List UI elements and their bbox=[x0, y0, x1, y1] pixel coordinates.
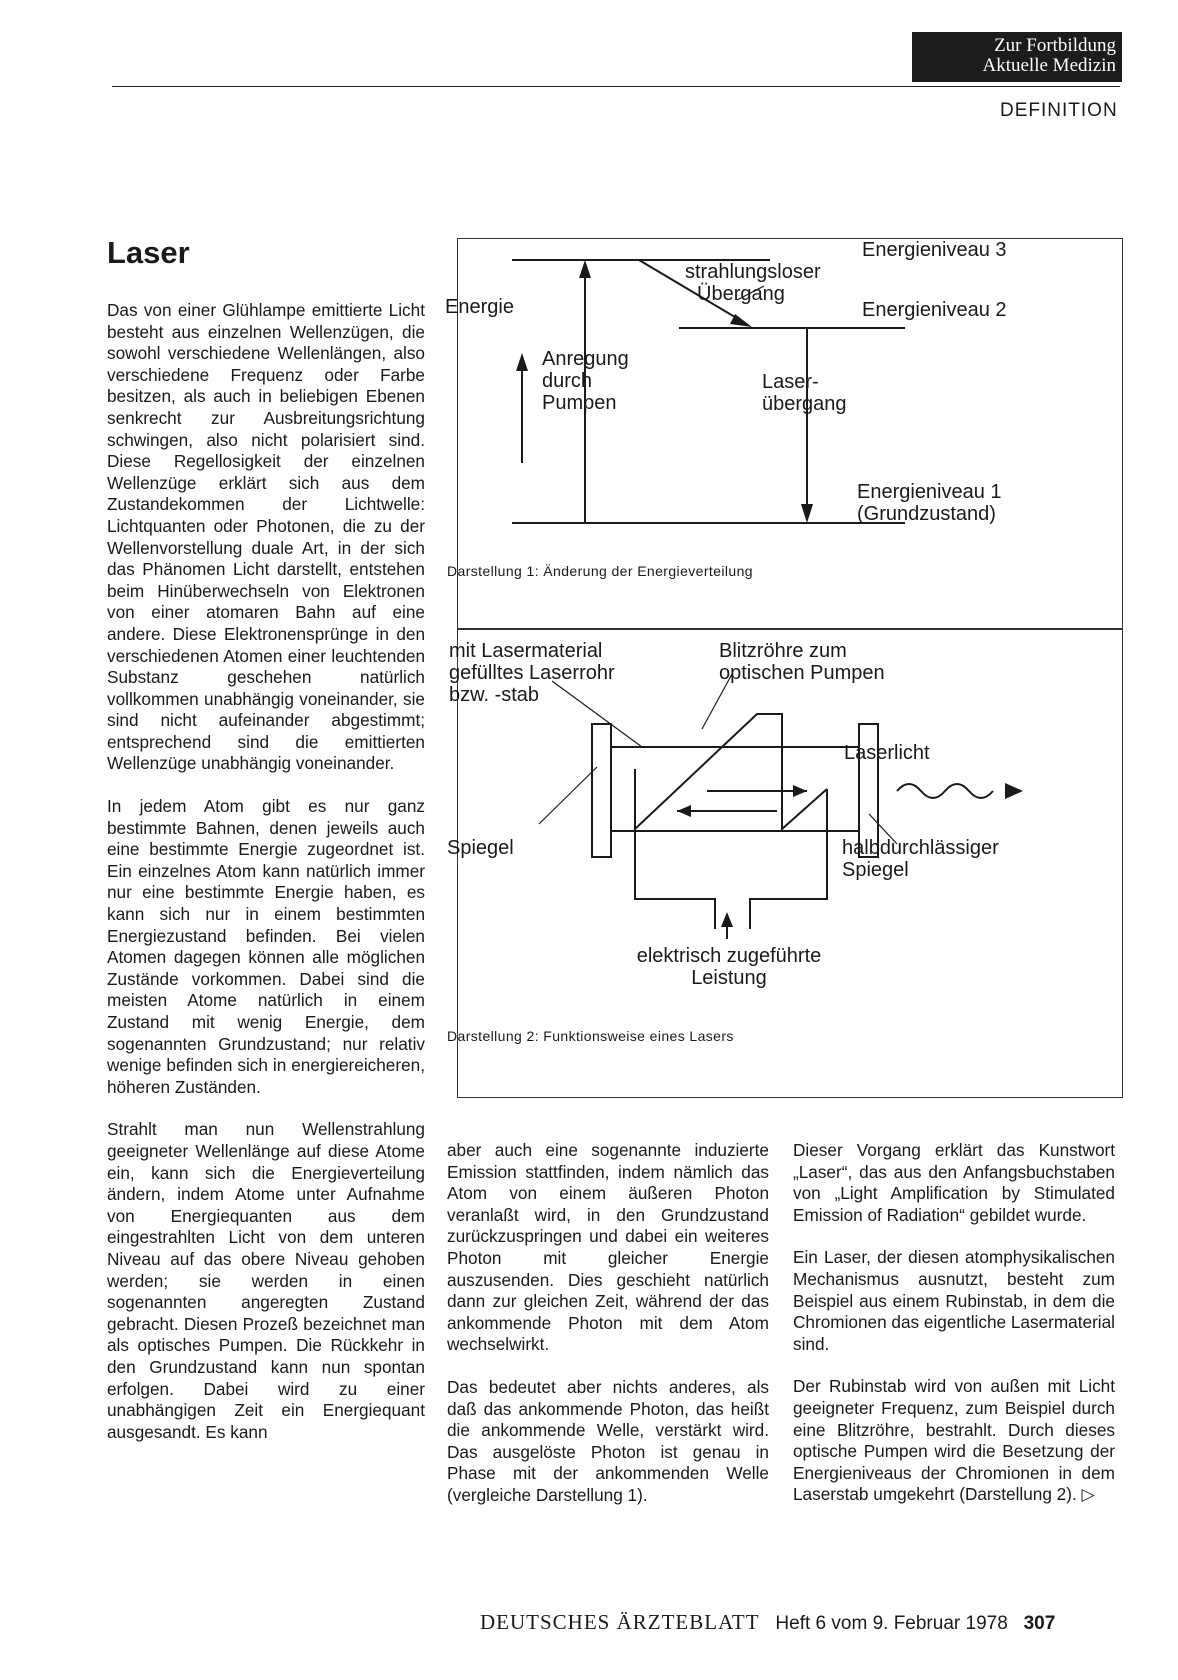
laser-label-2: übergang bbox=[762, 393, 847, 415]
semi-mirror-label-1: halbdurchlässiger bbox=[842, 837, 999, 859]
laser-setup-diagram bbox=[447, 629, 1123, 1097]
beam-right-arrowhead bbox=[677, 805, 691, 817]
laser-rod bbox=[611, 747, 859, 831]
paragraph: Das von einer Glühlampe emittierte Licht besteht aus einzelnen Wellenzügen, die sowohl verschiedene Wellenlängen, also verschiedene Frequenz oder Farbe besitzen, als auch in beliebigen Ebenen senkrecht zur Ausbreitungsrichtung schwingen, also nicht polarisiert sind. Diese Regellosigkeit der einzelnen Wellenzüge erklärt sich aus dem Zustandekommen der Lichtwelle: Lichtquanten oder Photonen, die zu der Wellenvorstellung duale Art, in der sich das Phänomen Licht darstellt, entstehen beim Hinüberwechseln von Elektronen von einer atomaren Bahn auf eine andere. Diese Elektronensprünge in den verschiedenen Atomen einer leuchtenden Substanz geschehen natürlich vollkommen unabhängig voneinander, sie sind nicht aufeinander abgestimmt; entsprechend sind die emittierten Wellenzüge unabhängig voneinander. bbox=[107, 300, 425, 774]
text-column-2 bbox=[447, 1140, 769, 1528]
rod-label-3: bzw. -stab bbox=[449, 684, 540, 706]
level-1-label: Energieniveau 1 bbox=[857, 481, 1002, 503]
laser-light-wave bbox=[897, 784, 993, 798]
power-arrowhead bbox=[721, 912, 733, 927]
pump-label-2: durch bbox=[542, 370, 593, 392]
paragraph: Ein Laser, der diesen atomphysikalischen Mechanismus ausnutzt, besteht zum Beispiel aus einem Rubinstab, in dem die Chromionen das eigentliche Lasermaterial sind. bbox=[793, 1247, 1115, 1354]
laserlight-label: Laserlicht bbox=[844, 742, 930, 764]
figure-1-caption: Darstellung 1: Änderung der Energieverteilung bbox=[447, 563, 753, 579]
article-title: Laser bbox=[107, 235, 190, 270]
laser-label-1: Laser- bbox=[762, 371, 819, 393]
rod-label-1: mit Lasermaterial bbox=[449, 640, 603, 662]
nonradiative-label-1: strahlungsloser bbox=[685, 261, 821, 283]
footer bbox=[480, 1610, 1055, 1635]
energy-level-diagram bbox=[445, 238, 1123, 628]
nonradiative-label-2: Übergang bbox=[697, 283, 785, 305]
mirror-label: Spiegel bbox=[447, 837, 514, 859]
paragraph: Der Rubinstab wird von außen mit Licht geeigneter Frequenz, zum Beispiel durch eine Blitzröhre, bestrahlt. Durch dieses optische Pumpen wird die Besetzung der Energieniveaus der Chromionen in dem Laserstab umgekehrt (Darstellung 2). ▷ bbox=[793, 1376, 1115, 1505]
level-2-label: Energieniveau 2 bbox=[862, 299, 1007, 321]
paragraph: aber auch eine sogenannte induzierte Emission stattfinden, indem nämlich das Atom von einem äußeren Photon veranlaßt wird, in den Grundzustand zurückzuspringen und dabei ein weiteres Photon mit gleicher Energie auszusenden. Dies geschieht natürlich dann zur gleichen Zeit, während der das ankommende Photon mit dem Atom wechselwirkt. bbox=[447, 1140, 769, 1355]
paragraph: In jedem Atom gibt es nur ganz bestimmte Bahnen, denen jeweils auch eine bestimmte Energie zugeordnet ist. Ein einzelnes Atom kann natürlich immer nur eine bestimmte Energie haben, es kann sich nur in einem bestimmten Energiezustand befinden. Bei vielen Atomen dagegen können alle möglichen Zustände vorkommen. Dabei sind die meisten Atome natürlich in einem Zustand mit wenig Energie, dem sogenannten Grundzustand; nur relativ wenige befinden sich in energiereicheren, höheren Zuständen. bbox=[107, 796, 425, 1097]
rod-pointer bbox=[552, 681, 642, 747]
journal-name: DEUTSCHES ÄRZTEBLATT bbox=[480, 1610, 760, 1634]
power-label-2: Leistung bbox=[691, 967, 767, 989]
energy-label: Energie bbox=[445, 296, 514, 318]
section-label: DEFINITION bbox=[1000, 100, 1118, 121]
energy-arrowhead bbox=[516, 353, 528, 371]
text-column-1 bbox=[107, 300, 425, 1464]
header-rule bbox=[112, 86, 1120, 87]
semi-mirror-label-2: Spiegel bbox=[842, 859, 909, 881]
beam-left-arrowhead bbox=[793, 785, 807, 797]
level-1-sublabel: (Grundzustand) bbox=[857, 503, 996, 525]
figure-2-caption: Darstellung 2: Funktionsweise eines Lasers bbox=[447, 1028, 734, 1044]
rod-label-2: gefülltes Laserrohr bbox=[449, 662, 615, 684]
pump-arrowhead bbox=[579, 260, 591, 278]
badge-line-1: Zur Fortbildung bbox=[994, 35, 1116, 56]
mirror bbox=[592, 724, 611, 857]
laser-arrowhead bbox=[801, 504, 813, 523]
issue-info: Heft 6 vom 9. Februar 1978 bbox=[775, 1613, 1008, 1634]
pump-label-1: Anregung bbox=[542, 348, 629, 370]
paragraph: Dieser Vorgang erklärt das Kunstwort „Laser“, das aus den Anfangsbuchstaben von „Light Amplification by Stimulated Emission of Radiation“ gebildet wurde. bbox=[793, 1140, 1115, 1225]
paragraph: Strahlt man nun Wellenstrahlung geeigneter Wellenlänge auf diese Atome ein, kann sich die Energieverteilung ändern, indem Atome unter Aufnahme von Energiequanten aus dem eingestrahlten Licht von dem unteren Niveau auf das obere Niveau gehoben werden; sie werden in einen sogenannten angeregten Zustand gebracht. Diesen Prozeß bezeichnet man als optisches Pumpen. Die Rückkehr in den Grundzustand kann nun spontan erfolgen. Dabei wird zu einer unabhängigen Zeit ein Energiequant ausgesandt. Es kann bbox=[107, 1119, 425, 1442]
pump-label-3: Pumpen bbox=[542, 392, 617, 414]
power-label-1: elektrisch zugeführte bbox=[636, 945, 822, 967]
flash-label-1: Blitzröhre zum bbox=[719, 640, 847, 662]
mirror-pointer bbox=[539, 767, 597, 824]
text-column-3 bbox=[793, 1140, 1115, 1527]
page-number: 307 bbox=[1023, 1613, 1056, 1634]
flash-tube-leads bbox=[635, 789, 827, 884]
flash-label-2: optischen Pumpen bbox=[719, 662, 885, 684]
paragraph: Das bedeutet aber nichts anderes, als daß das ankommende Photon, das heißt die ankommende Welle, verstärkt wird. Das ausgelöste Photon ist genau in Phase mit der ankommenden Welle (vergleiche Darstellung 1). bbox=[447, 1376, 769, 1505]
badge-line-2: Aktuelle Medizin bbox=[982, 55, 1116, 76]
section-badge bbox=[912, 32, 1122, 82]
laser-light-arrowhead bbox=[1005, 783, 1023, 799]
level-3-label: Energieniveau 3 bbox=[862, 239, 1007, 261]
